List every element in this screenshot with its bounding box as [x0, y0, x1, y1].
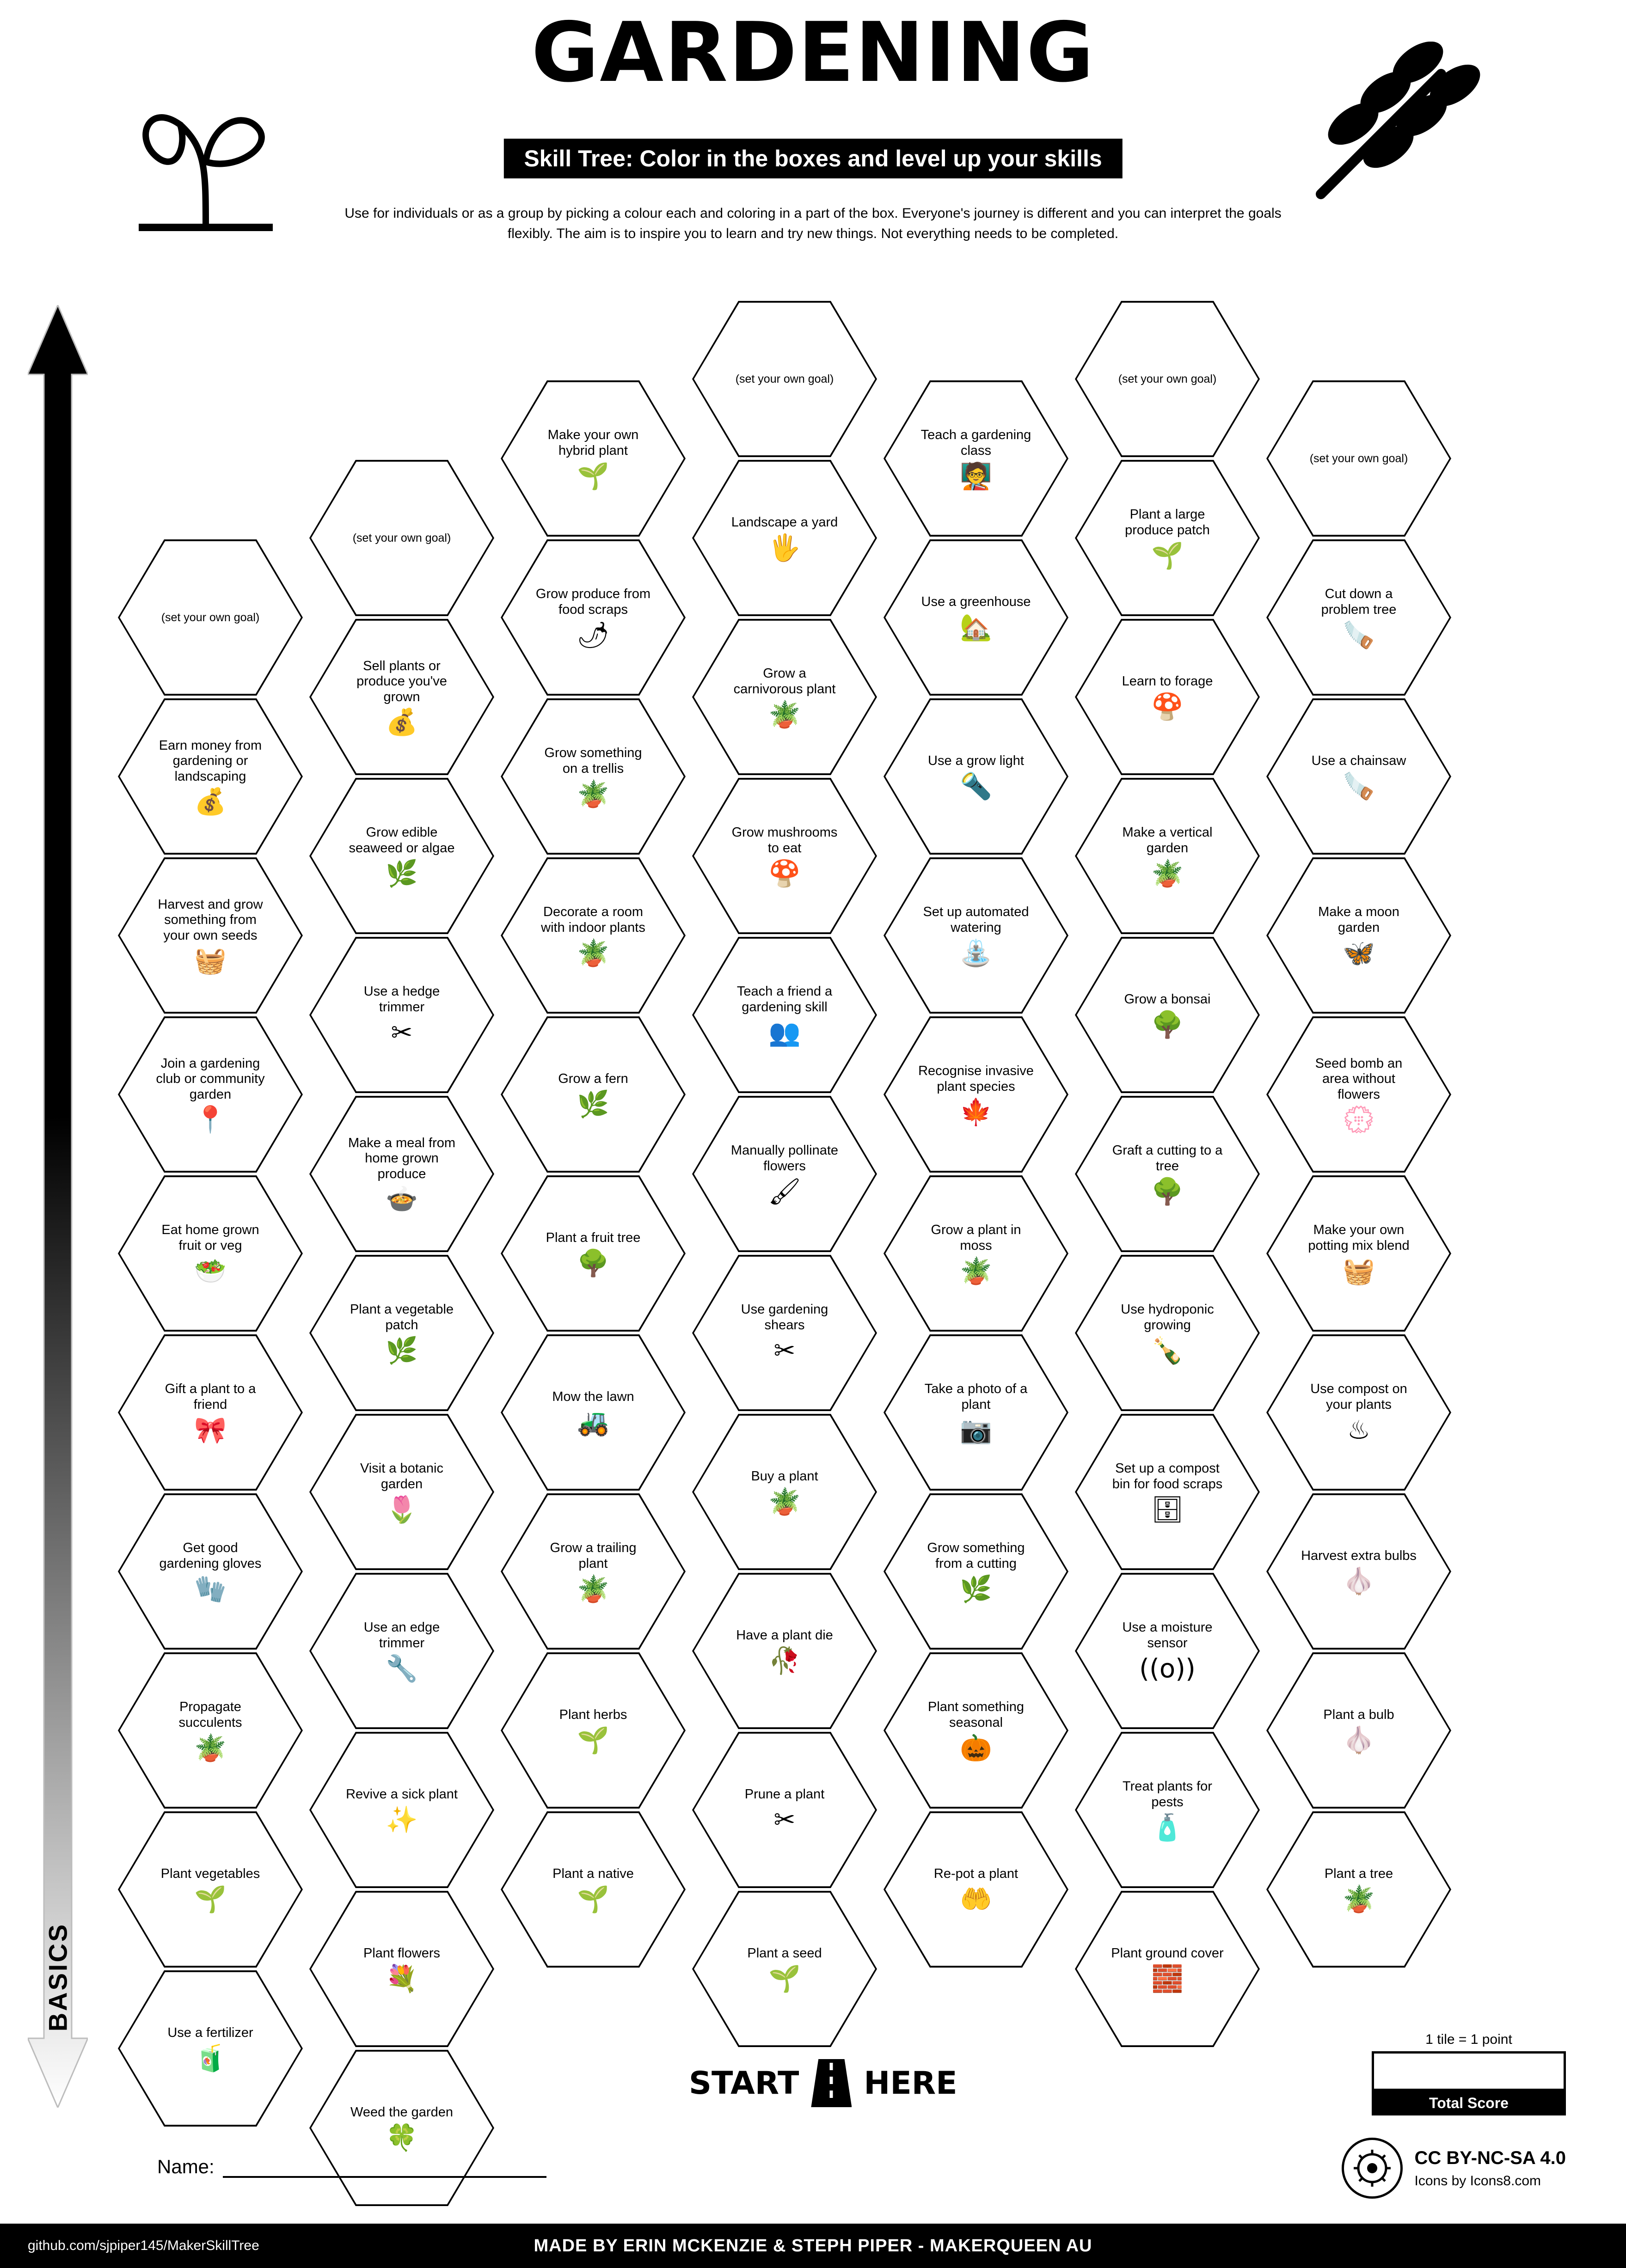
- skill-tile[interactable]: [501, 695, 686, 858]
- seedling-icon: [106, 55, 305, 240]
- skill-tile-label: Prune a plant: [744, 1787, 825, 1802]
- skill-tile[interactable]: [884, 854, 1068, 1017]
- licence-block: [1342, 2138, 1566, 2199]
- wheat-leaves-icon: [1302, 42, 1487, 208]
- skill-tile[interactable]: [1266, 854, 1451, 1017]
- skill-tile-label: Plant a bulb: [1323, 1707, 1394, 1723]
- page-header: [0, 0, 1626, 277]
- skill-tile[interactable]: [884, 1490, 1068, 1653]
- skill-tile-icon: 💐: [386, 1963, 418, 1994]
- skill-tile[interactable]: [1075, 616, 1260, 778]
- skill-tile[interactable]: [692, 934, 877, 1096]
- skill-tile[interactable]: [309, 1729, 494, 1891]
- skill-tile-icon: 📷: [960, 1415, 992, 1445]
- skill-tile[interactable]: [1075, 775, 1260, 937]
- creative-commons-icon: [1342, 2138, 1403, 2199]
- skill-tile[interactable]: [309, 1888, 494, 2050]
- skill-tile[interactable]: [692, 1888, 877, 2050]
- skill-tile-icon: 🎀: [194, 1415, 227, 1445]
- skill-tile-icon: 🦋: [1343, 938, 1375, 968]
- skill-tile-label: (set your own goal): [352, 531, 451, 544]
- skill-tile[interactable]: [1075, 1888, 1260, 2050]
- skill-tile-icon: 📍: [194, 1105, 227, 1135]
- skill-tile-label: Manually pollinate flowers: [730, 1143, 839, 1174]
- skill-tile[interactable]: [884, 536, 1068, 699]
- skill-tile-label: Buy a plant: [751, 1469, 818, 1484]
- skill-tile[interactable]: [1075, 934, 1260, 1096]
- skill-tile-label: Grow produce from food scraps: [535, 587, 651, 617]
- skill-tile-label: Have a plant die: [736, 1628, 833, 1643]
- skill-tile[interactable]: [692, 1729, 877, 1891]
- skill-tile-label: Grow a bonsai: [1124, 992, 1211, 1007]
- skill-tile[interactable]: [1075, 1570, 1260, 1732]
- skill-tile-icon: ✂: [773, 1804, 796, 1835]
- skill-tile-label: Propagate succulents: [178, 1699, 242, 1730]
- skill-tile-custom-goal[interactable]: [692, 298, 877, 460]
- icons-credit: Icons by Icons8.com: [1414, 2173, 1541, 2189]
- skill-tile-label: Revive a sick plant: [346, 1787, 458, 1802]
- skill-tile[interactable]: [1075, 1411, 1260, 1573]
- skill-tile-icon: 🪴: [768, 1486, 801, 1517]
- start-here-marker: [689, 2059, 957, 2107]
- name-field[interactable]: [157, 2156, 546, 2178]
- score-input[interactable]: [1372, 2051, 1566, 2091]
- skill-tile-custom-goal[interactable]: [309, 457, 494, 619]
- skill-tile[interactable]: [118, 1649, 303, 1812]
- skill-tile[interactable]: [309, 1570, 494, 1732]
- skill-tile-icon: 🔧: [386, 1653, 418, 1684]
- skill-tile[interactable]: [884, 1331, 1068, 1494]
- skill-tile-label: Use hydroponic growing: [1121, 1302, 1214, 1333]
- skill-tile-label: Earn money from gardening or landscaping: [159, 738, 262, 784]
- skill-tile-label: Make your own potting mix blend: [1308, 1223, 1410, 1253]
- skill-tile[interactable]: [1266, 1808, 1451, 1971]
- author-credit: MADE BY ERIN MCKENZIE & STEPH PIPER - MAKERQUEEN AU: [534, 2236, 1092, 2256]
- skill-tile-label: Grow a carnivorous plant: [733, 666, 836, 697]
- skill-tile[interactable]: [309, 1093, 494, 1255]
- skill-tile-label: Cut down a problem tree: [1321, 587, 1397, 617]
- skill-tile-label: Learn to forage: [1122, 674, 1213, 689]
- page-title: GARDENING: [531, 5, 1095, 100]
- skill-tile-icon: 🏡: [960, 612, 992, 642]
- skill-tile-icon: 🪴: [768, 699, 801, 730]
- skill-tile[interactable]: [309, 934, 494, 1096]
- skill-tile[interactable]: [884, 377, 1068, 540]
- skill-tile-label: Visit a botanic garden: [360, 1461, 444, 1492]
- skill-tile[interactable]: [118, 854, 303, 1017]
- skill-tile[interactable]: [501, 1013, 686, 1176]
- total-score-box[interactable]: [1372, 2032, 1566, 2115]
- skill-tile-icon: 🌱: [577, 1884, 609, 1914]
- skill-tile-label: Plant a native: [552, 1866, 634, 1882]
- skill-tile[interactable]: [884, 1172, 1068, 1335]
- skill-tile-label: (set your own goal): [1309, 452, 1408, 465]
- skill-tile-icon: 🪴: [194, 1733, 227, 1763]
- skill-tile[interactable]: [1266, 1013, 1451, 1176]
- skill-tile-icon: ♨: [1347, 1415, 1371, 1445]
- skill-tile-label: Gift a plant to a friend: [165, 1382, 256, 1412]
- skill-tile-icon: 🧄: [1343, 1566, 1375, 1596]
- skill-tile-icon: 🌶: [577, 620, 610, 650]
- page-footer: [0, 2224, 1626, 2268]
- github-link[interactable]: github.com/sjpiper145/MakerSkillTree: [28, 2238, 259, 2253]
- skill-tile-icon: 🥗: [194, 1256, 227, 1286]
- skill-tile-label: Harvest extra bulbs: [1301, 1548, 1417, 1564]
- skill-tile-label: Harvest and grow something from your own seeds: [158, 897, 263, 943]
- skill-tile-icon: 🚜: [577, 1407, 609, 1437]
- skill-tile[interactable]: [309, 616, 494, 778]
- skill-tile-label: Plant ground cover: [1111, 1946, 1224, 1961]
- skill-tile[interactable]: [1075, 457, 1260, 619]
- skill-tile-icon: 🌿: [577, 1089, 609, 1119]
- skill-tile[interactable]: [118, 695, 303, 858]
- skill-tile-icon: 💰: [386, 707, 418, 738]
- skill-tile-icon: 🪚: [1343, 620, 1375, 650]
- skill-tile-label: Re-pot a plant: [933, 1866, 1019, 1882]
- skill-tile-icon: 🪴: [1151, 858, 1184, 889]
- skill-tile-label: Plant a fruit tree: [546, 1230, 641, 1246]
- skill-tile-icon: 🔦: [960, 771, 992, 801]
- skill-tile-label: Decorate a room with indoor plants: [541, 905, 645, 935]
- skill-tile[interactable]: [1266, 1490, 1451, 1653]
- skill-tile-label: Grow edible seaweed or algae: [349, 825, 455, 856]
- skill-tile[interactable]: [309, 775, 494, 937]
- skill-tile-label: Treat plants for pests: [1123, 1779, 1212, 1810]
- skill-tile-icon: 🗄: [1151, 1494, 1184, 1525]
- skill-tile-icon: 🧑‍🏫: [960, 461, 992, 491]
- skill-tile-icon: 🌱: [577, 461, 609, 491]
- skill-tile-icon: 🌿: [960, 1574, 992, 1604]
- skill-tile-label: Plant a vegetable patch: [350, 1302, 454, 1333]
- skill-tile-icon: 🧃: [194, 2043, 227, 2073]
- skill-tile-icon: ✂: [773, 1335, 796, 1366]
- skill-tile-icon: 🍄: [768, 858, 801, 889]
- skill-tile-label: Grow a plant in moss: [931, 1223, 1021, 1253]
- skill-tile-custom-goal[interactable]: [1266, 377, 1451, 540]
- skill-tile[interactable]: [1266, 1649, 1451, 1812]
- skill-tile-icon: 🌿: [386, 858, 418, 889]
- skill-tile-label: Use a moisture sensor: [1122, 1620, 1213, 1651]
- skill-tile-icon: 🪴: [577, 1574, 609, 1604]
- skill-tile-label: Use a chainsaw: [1311, 753, 1406, 769]
- name-label: Name:: [157, 2156, 215, 2177]
- skill-tile[interactable]: [118, 1013, 303, 1176]
- skill-tile-label: Use a fertilizer: [167, 2025, 253, 2041]
- skill-tile-icon: 🤲: [960, 1884, 992, 1914]
- skill-tile-icon: 🥀: [768, 1645, 801, 1676]
- skill-tile-label: Make a vertical garden: [1122, 825, 1213, 856]
- skill-tile-label: Recognise invasive plant species: [918, 1064, 1034, 1094]
- skill-tile[interactable]: [501, 1490, 686, 1653]
- skill-tile-label: Make a moon garden: [1318, 905, 1399, 935]
- skill-tile-label: Set up a compost bin for food scraps: [1112, 1461, 1223, 1492]
- skill-tile[interactable]: [501, 1808, 686, 1971]
- skill-tile-label: Grow mushrooms to eat: [731, 825, 838, 856]
- skill-tile-icon: 🌷: [386, 1494, 418, 1525]
- skill-tile[interactable]: [118, 1331, 303, 1494]
- skill-tile-label: Set up automated watering: [923, 905, 1029, 935]
- start-label: START: [689, 2065, 799, 2102]
- skill-tile[interactable]: [692, 1570, 877, 1732]
- road-icon: [811, 2059, 852, 2107]
- skill-tile-label: Use an edge trimmer: [363, 1620, 440, 1651]
- skill-tile[interactable]: [501, 536, 686, 699]
- skill-tile-icon: 🧺: [1343, 1256, 1375, 1286]
- skill-tile-icon: 🪴: [577, 779, 609, 809]
- skill-tile[interactable]: [1075, 1729, 1260, 1891]
- skill-tile[interactable]: [501, 854, 686, 1017]
- axis-arrow-icon: [28, 305, 88, 2108]
- intro-text: Use for individuals or as a group by picking a colour each and coloring in a part of the box. Everyone's journey is different and you can interpret the goals flexibly. The aim is to inspire you to learn and try new things. Not everything needs to be completed.: [344, 206, 1282, 241]
- skill-tile[interactable]: [501, 1649, 686, 1812]
- skill-tile-icon: ✂: [391, 1017, 413, 1048]
- skill-tile-label: Teach a gardening class: [920, 428, 1031, 458]
- skill-tile-label: Take a photo of a plant: [924, 1382, 1028, 1412]
- skill-tile-label: Eat home grown fruit or veg: [161, 1223, 259, 1253]
- skill-tile-icon: 🍀: [386, 2122, 418, 2153]
- skill-tile-custom-goal[interactable]: [1075, 298, 1260, 460]
- skill-tile-icon: 🍁: [960, 1097, 992, 1127]
- skill-tile-icon: 🍲: [386, 1184, 418, 1215]
- skill-tile-label: Make your own hybrid plant: [547, 428, 639, 458]
- skill-tile[interactable]: [1075, 1093, 1260, 1255]
- skill-tile-label: Plant something seasonal: [928, 1699, 1024, 1730]
- skill-tile-label: Get good gardening gloves: [159, 1541, 262, 1571]
- skill-tile[interactable]: [118, 1172, 303, 1335]
- skill-tile-label: Use a hedge trimmer: [363, 984, 440, 1015]
- skill-tile-icon: 🧄: [1343, 1725, 1375, 1755]
- skill-tile[interactable]: [692, 1252, 877, 1414]
- axis-label-basics: BASICS: [43, 1922, 73, 2032]
- skill-tile[interactable]: [692, 775, 877, 937]
- skill-tile-label: Use gardening shears: [741, 1302, 828, 1333]
- skill-tile-label: Plant vegetables: [160, 1866, 260, 1882]
- skill-tile-label: Seed bomb an area without flowers: [1315, 1056, 1403, 1102]
- skill-tile-label: Landscape a yard: [731, 515, 838, 530]
- skill-tile-icon: 🖌: [768, 1176, 801, 1207]
- skill-tile-icon: 🌳: [1151, 1176, 1184, 1207]
- licence-text: CC BY-NC-SA 4.0: [1414, 2147, 1566, 2168]
- skill-tile[interactable]: [692, 457, 877, 619]
- skill-tile-label: Grow a fern: [558, 1071, 628, 1087]
- score-label: Total Score: [1372, 2091, 1566, 2115]
- skill-tile-icon: 🪴: [577, 938, 609, 968]
- name-input-rule[interactable]: [223, 2162, 546, 2178]
- skill-tile-label: Weed the garden: [350, 2105, 453, 2120]
- skill-tile-icon: 🌳: [577, 1248, 609, 1278]
- skill-tile[interactable]: [1266, 695, 1451, 858]
- skill-tile[interactable]: [884, 1013, 1068, 1176]
- skill-tile-label: Make a meal from home grown produce: [348, 1135, 456, 1181]
- skill-tile-icon: 🍄: [1151, 691, 1184, 722]
- skill-tile-label: (set your own goal): [1118, 372, 1217, 385]
- skill-tile[interactable]: [884, 1649, 1068, 1812]
- skill-tile-icon: 🧺: [194, 946, 227, 976]
- skill-tile-icon: 🌳: [1151, 1009, 1184, 1040]
- skill-tile[interactable]: [1266, 536, 1451, 699]
- skill-tile[interactable]: [692, 616, 877, 778]
- skill-tile-icon: 🎃: [960, 1733, 992, 1763]
- skill-tile[interactable]: [692, 1093, 877, 1255]
- skill-tile-icon: 🧴: [1151, 1812, 1184, 1843]
- skill-tile-label: Plant flowers: [363, 1946, 440, 1961]
- skill-tile[interactable]: [1075, 1252, 1260, 1414]
- skill-tile-icon: 🪴: [1343, 1884, 1375, 1914]
- skill-tile-icon: 🧤: [194, 1574, 227, 1604]
- skill-tile-icon: 🌱: [768, 1963, 801, 1994]
- skill-tile[interactable]: [309, 1252, 494, 1414]
- skill-tile-label: (set your own goal): [735, 372, 834, 385]
- skill-tile-icon: 🌱: [577, 1725, 609, 1755]
- skill-tile-label: Grow a trailing plant: [550, 1541, 637, 1571]
- axis-label-advanced: ADVANCED: [43, 360, 73, 520]
- skill-tile-label: Plant herbs: [559, 1707, 627, 1723]
- difficulty-axis: [28, 305, 88, 2108]
- skill-tile[interactable]: [884, 695, 1068, 858]
- skill-tile[interactable]: [884, 1808, 1068, 1971]
- skill-tile[interactable]: [1266, 1331, 1451, 1494]
- skill-tile-label: Plant a large produce patch: [1125, 507, 1210, 538]
- skill-tile-label: Sell plants or produce you've grown: [356, 658, 447, 704]
- skill-tile-label: Grow something from a cutting: [927, 1541, 1025, 1571]
- skill-tile-label: (set your own goal): [161, 611, 260, 624]
- skill-tile-icon: ✨: [386, 1804, 418, 1835]
- skill-tile-icon: 🪴: [960, 1256, 992, 1286]
- skill-tile-label: Use a grow light: [928, 753, 1024, 769]
- skill-tile-icon: 💮: [1343, 1105, 1375, 1135]
- skill-tile-label: Join a gardening club or community garden: [156, 1056, 265, 1102]
- skill-tile-label: Plant a seed: [747, 1946, 822, 1961]
- skill-tile-label: Teach a friend a gardening skill: [736, 984, 833, 1015]
- skill-tile[interactable]: [118, 1808, 303, 1971]
- skill-tile[interactable]: [501, 1172, 686, 1335]
- skill-tile[interactable]: [118, 1967, 303, 2130]
- skill-tile-label: Plant a tree: [1324, 1866, 1393, 1882]
- skill-tile-icon: 👥: [768, 1017, 801, 1048]
- skill-tile-icon: 🧱: [1151, 1963, 1184, 1994]
- here-label: HERE: [864, 2065, 957, 2102]
- skill-tile-label: Use a greenhouse: [921, 594, 1031, 610]
- skill-tile[interactable]: [118, 1490, 303, 1653]
- skill-tile-icon: 🌱: [1151, 540, 1184, 571]
- skill-tile[interactable]: [692, 1411, 877, 1573]
- skill-tile[interactable]: [1266, 1172, 1451, 1335]
- skill-tile-icon: ⛲: [960, 938, 992, 968]
- skill-tile-icon: 🖐: [768, 532, 801, 563]
- skill-tile-label: Mow the lawn: [552, 1389, 634, 1405]
- skill-tile-icon: 🌿: [386, 1335, 418, 1366]
- skill-tile-icon: 🌱: [194, 1884, 227, 1914]
- skill-tile-label: Graft a cutting to a tree: [1112, 1143, 1223, 1174]
- skill-tile-icon: 💰: [194, 787, 227, 817]
- skill-tile-icon: ((o)): [1139, 1653, 1196, 1684]
- skill-tile-label: Use compost on your plants: [1310, 1382, 1407, 1412]
- skill-tile-icon: 🪚: [1343, 771, 1375, 801]
- skill-tile[interactable]: [501, 377, 686, 540]
- skill-tile-custom-goal[interactable]: [118, 536, 303, 699]
- skill-tile[interactable]: [309, 2047, 494, 2209]
- skill-tile-label: Grow something on a trellis: [544, 746, 642, 776]
- skill-tile-icon: 🍾: [1151, 1335, 1184, 1366]
- score-tip: 1 tile = 1 point: [1425, 2032, 1512, 2047]
- skill-tile[interactable]: [309, 1411, 494, 1573]
- subtitle-banner: Skill Tree: Color in the boxes and level up your skills: [503, 139, 1122, 178]
- skill-tile[interactable]: [501, 1331, 686, 1494]
